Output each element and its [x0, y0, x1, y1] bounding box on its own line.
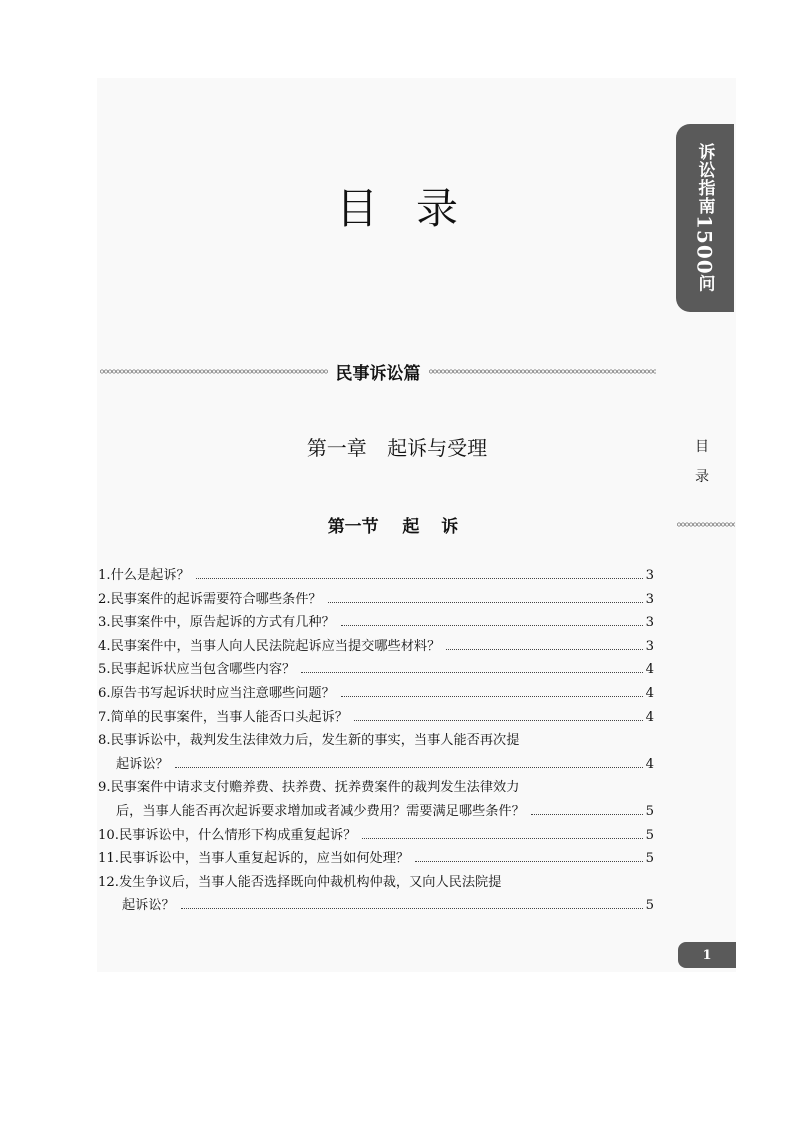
part-heading-bar [100, 358, 656, 384]
section-heading [0, 512, 794, 537]
leader-dots [531, 813, 643, 815]
toc-entry[interactable]: 3.民事案件中，原告起诉的方式有几种？ 3 [98, 611, 654, 635]
page-title: 目录 [335, 184, 496, 233]
leader-dots [341, 695, 643, 697]
table-of-contents [98, 564, 654, 918]
chapter-heading [0, 432, 794, 461]
part-heading: 民事诉讼篇 [335, 363, 421, 384]
wavy-divider-right [429, 369, 657, 374]
leader-dots [446, 648, 643, 650]
leader-dots [196, 577, 643, 579]
wavy-divider-left [100, 369, 328, 374]
toc-page-number: 3 [645, 568, 654, 583]
side-tab-suffix: 问 [694, 274, 715, 293]
toc-page-number: 5 [645, 898, 654, 914]
toc-page-number: 4 [645, 662, 654, 678]
toc-page-number: 3 [645, 638, 654, 654]
leader-dots [354, 719, 643, 721]
toc-page-number: 5 [645, 803, 654, 819]
page-number-badge: 1 [678, 942, 736, 968]
toc-entry[interactable]: 7.简单的民事案件，当事人能否口头起诉？ 4 [98, 706, 654, 730]
leader-dots [301, 671, 643, 673]
toc-entry[interactable]: 5.民事起诉状应当包含哪些内容？ 4 [98, 658, 654, 682]
toc-page-number: 5 [645, 827, 654, 843]
toc-page-number: 4 [645, 709, 654, 725]
toc-entry[interactable]: 2.民事案件的起诉需要符合哪些条件？ 3 [98, 588, 654, 612]
toc-page-number: 5 [645, 851, 654, 867]
leader-dots [175, 766, 643, 768]
toc-page-number: 4 [645, 685, 654, 701]
toc-entry[interactable]: 12.发生争议后，当事人能否选择既向仲裁机构仲裁，又向人民法院提 起诉讼？ 5 [98, 871, 654, 918]
section-number: 第一节 [327, 517, 379, 537]
toc-entry[interactable]: 8.民事诉讼中，裁判发生法律效力后，发生新的事实，当事人能否再次提 起诉讼？ 4 [98, 729, 654, 776]
side-label-char-1: 目 [695, 439, 709, 455]
leader-dots [362, 837, 643, 839]
toc-page-number: 3 [645, 615, 654, 631]
side-tab-number: 1500 [692, 215, 717, 275]
toc-entry[interactable]: 4.民事案件中，当事人向人民法院起诉应当提交哪些材料？ 3 [98, 635, 654, 659]
toc-entry[interactable]: 10.民事诉讼中，什么情形下构成重复起诉？ 5 [98, 824, 654, 848]
toc-page-number: 4 [645, 756, 654, 772]
toc-page-number: 3 [645, 591, 654, 607]
leader-dots [415, 860, 643, 862]
toc-entry[interactable]: 6.原告书写起诉状时应当注意哪些问题？ 4 [98, 682, 654, 706]
leader-dots [328, 601, 643, 603]
side-label-char-2: 录 [695, 469, 709, 485]
toc-entry[interactable]: 1.什么是起诉？ 3 [98, 564, 654, 588]
toc-entry[interactable]: 11.民事诉讼中，当事人重复起诉的，应当如何处理？ 5 [98, 847, 654, 871]
toc-entry[interactable]: 9.民事案件中请求支付赡养费、扶养费、抚养费案件的裁判发生法律效力 后，当事人能否再次起诉要求增加或者减少费用？需要满足哪些条件？ 5 [98, 776, 654, 823]
chapter-number: 第一章 [306, 436, 367, 460]
chapter-title: 起诉与受理 [387, 436, 488, 460]
section-title: 起 诉 [402, 517, 467, 537]
leader-dots [181, 907, 643, 909]
side-tab-text: 诉讼指南 [694, 143, 715, 216]
leader-dots [341, 624, 643, 626]
